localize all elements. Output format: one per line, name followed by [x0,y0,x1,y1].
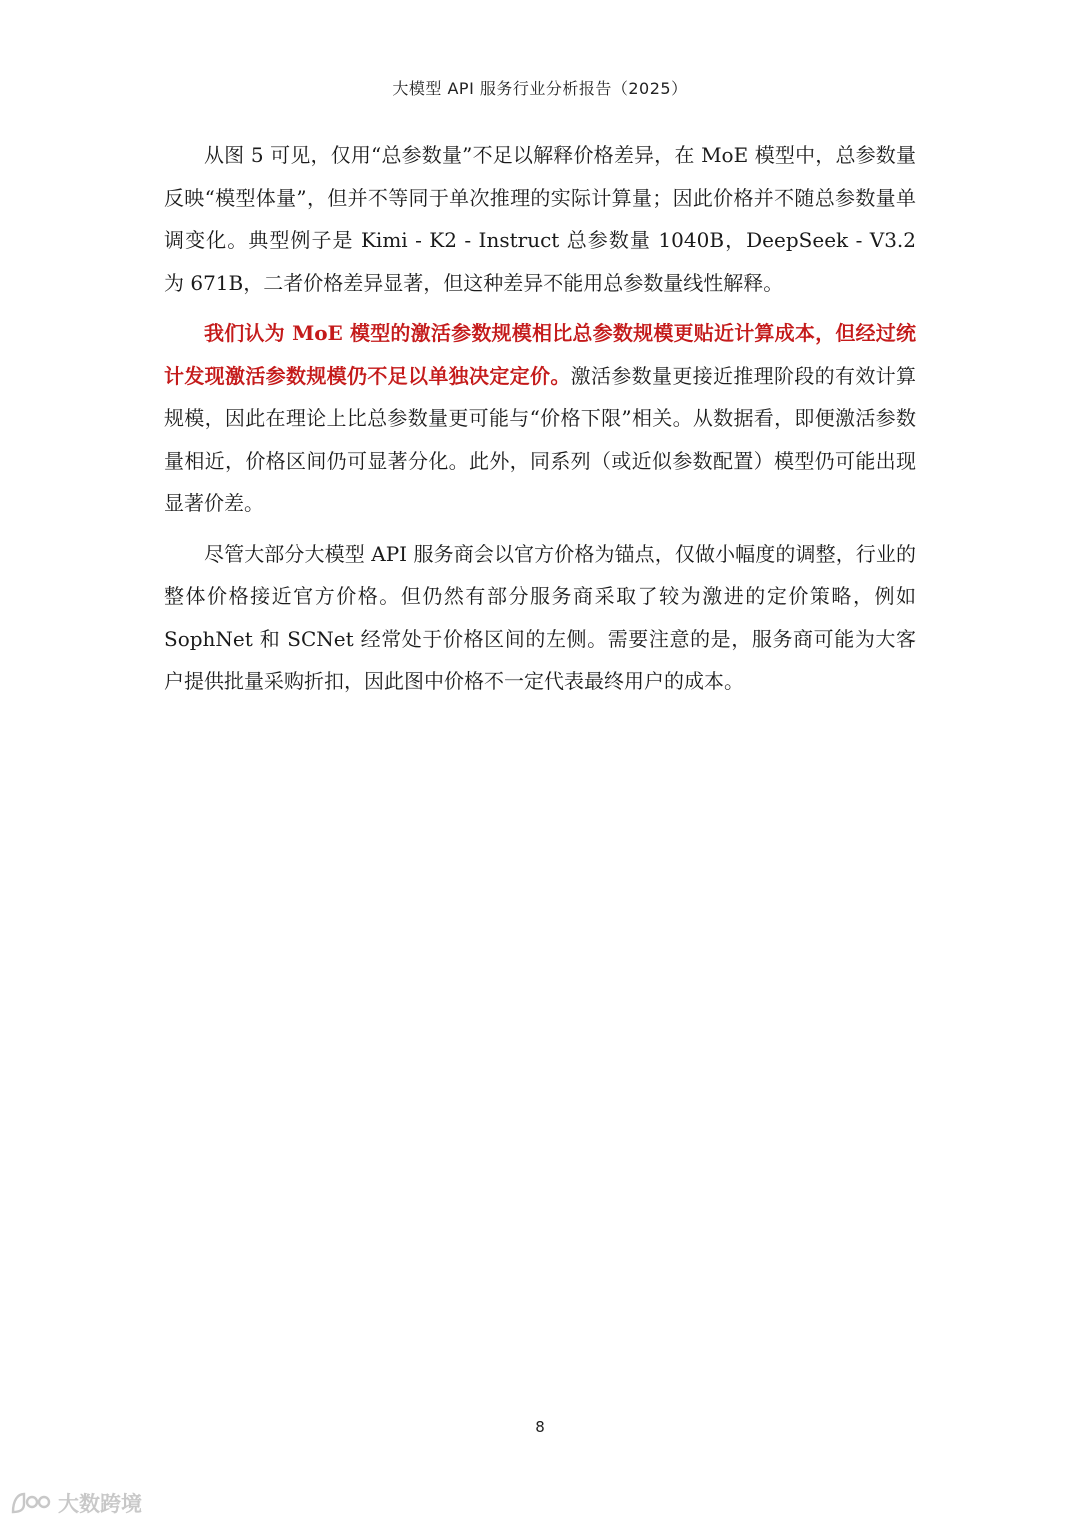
page-header: 大模型 API 服务行业分析报告（2025） [392,79,688,98]
paragraph-2-body: 激活参数量更接近推理阶段的有效计算规模，因此在理论上比总参数量更可能与“价格下限”相关。从数据看，即便激活参数量相近，价格区间仍可显著分化。此外，同系列（或近似参数配置）模型仍可能出现显著价差。 [164,363,917,515]
watermark-logo-icon [10,1490,52,1516]
page-number: 8 [535,1418,545,1436]
watermark-text: 大数跨境 [58,1492,142,1516]
emphasis-statement: 我们认为 MoE 模型的激活参数规模相比总参数规模更贴近计算成本，但经过统计发现激活参数规模仍不足以单独决定定价。 [164,321,916,388]
paragraph-2 [164,312,916,525]
paragraph-1: 从图 5 可见，仅用“总参数量”不足以解释价格差异，在 MoE 模型中，总参数量反映“模型体量”，但并不等同于单次推理的实际计算量；因此价格并不随总参数量单调变化。典型例子是 Kimi - K2 - Instruct 总参数量 1040B，DeepSeek - V3.2 为 671B，二者价格差异显著，但这种差异不能用总参数量线性解释。 [164,143,916,295]
paragraph-3: 尽管大部分大模型 API 服务商会以官方价格为锚点，仅做小幅度的调整，行业的整体价格接近官方价格。但仍然有部分服务商采取了较为激进的定价策略，例如 SophNet 和 SCNet 经常处于价格区间的左侧。需要注意的是，服务商可能为大客户提供批量采购折扣，因此图中价格不一定代表最终用户的成本。 [164,541,916,693]
watermark [10,1488,142,1518]
report-body [164,134,916,711]
